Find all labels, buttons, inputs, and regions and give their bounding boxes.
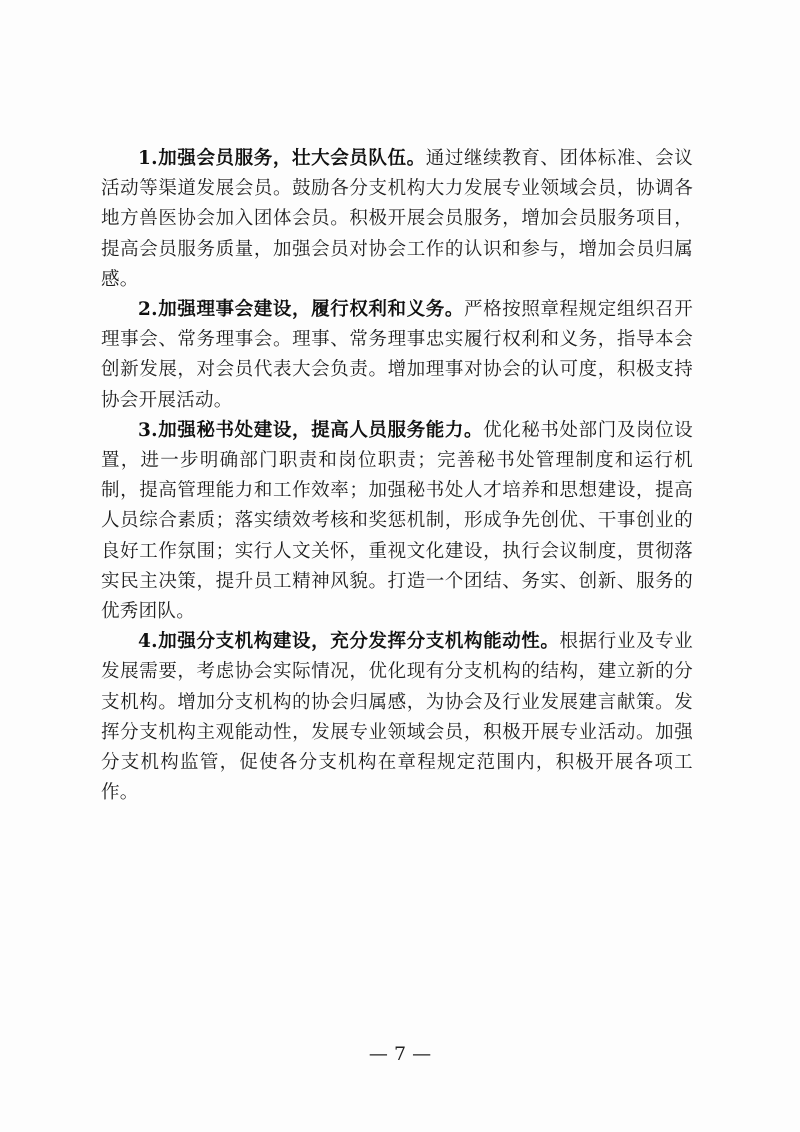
paragraph-2-text: 严格按照章程规定组织召开理事会、常务理事会。理事、常务理事忠实履行权利和义务，指导本会创新发展，对会员代表大会负责。增加理事对协会的认可度，积极支持协会开展活动。 — [101, 299, 693, 411]
paragraph-3-text: 优化秘书处部门及岗位设置，进一步明确部门职责和岗位职责；完善秘书处管理制度和运行机制，提高管理能力和工作效率；加强秘书处人才培养和思想建设，提高人员综合素质；落实绩效考核和奖惩机制，形成争先创优、干事创业的良好工作氛围；实行人文关怀，重视文化建设，执行会议制度，贯彻落实民主决策，提升员工精神风貌。打造一个团结、务实、创新、服务的优秀团队。 — [101, 419, 693, 623]
paragraph-4 — [101, 627, 693, 808]
document-body — [101, 144, 693, 808]
paragraph-3 — [101, 416, 693, 627]
paragraph-1-text: 通过继续教育、团体标准、会议活动等渠道发展会员。鼓励各分支机构大力发展专业领域会员，协调各地方兽医协会加入团体会员。积极开展会员服务，增加会员服务项目，提高会员服务质量，加强会员对协会工作的认识和参与，增加会员归属感。 — [101, 148, 693, 290]
paragraph-4-heading: 4.加强分支机构建设，充分发挥分支机构能动性。 — [138, 631, 560, 653]
paragraph-1 — [101, 144, 693, 295]
paragraph-2-heading: 2.加强理事会建设，履行权利和义务。 — [138, 299, 464, 321]
paragraph-2 — [101, 295, 693, 416]
paragraph-4-text: 根据行业及专业发展需要，考虑协会实际情况，优化现有分支机构的结构，建立新的分支机构。增加分支机构的协会归属感，为协会及行业发展建言献策。发挥分支机构主观能动性，发展专业领域会员，积极开展专业活动。加强分支机构监管，促使各分支机构在章程规定范围内，积极开展各项工作。 — [101, 631, 693, 804]
paragraph-3-heading: 3.加强秘书处建设，提高人员服务能力。 — [138, 419, 484, 441]
paragraph-1-heading: 1.加强会员服务，壮大会员队伍。 — [138, 148, 426, 169]
page-number: — 7 — — [368, 1043, 432, 1065]
